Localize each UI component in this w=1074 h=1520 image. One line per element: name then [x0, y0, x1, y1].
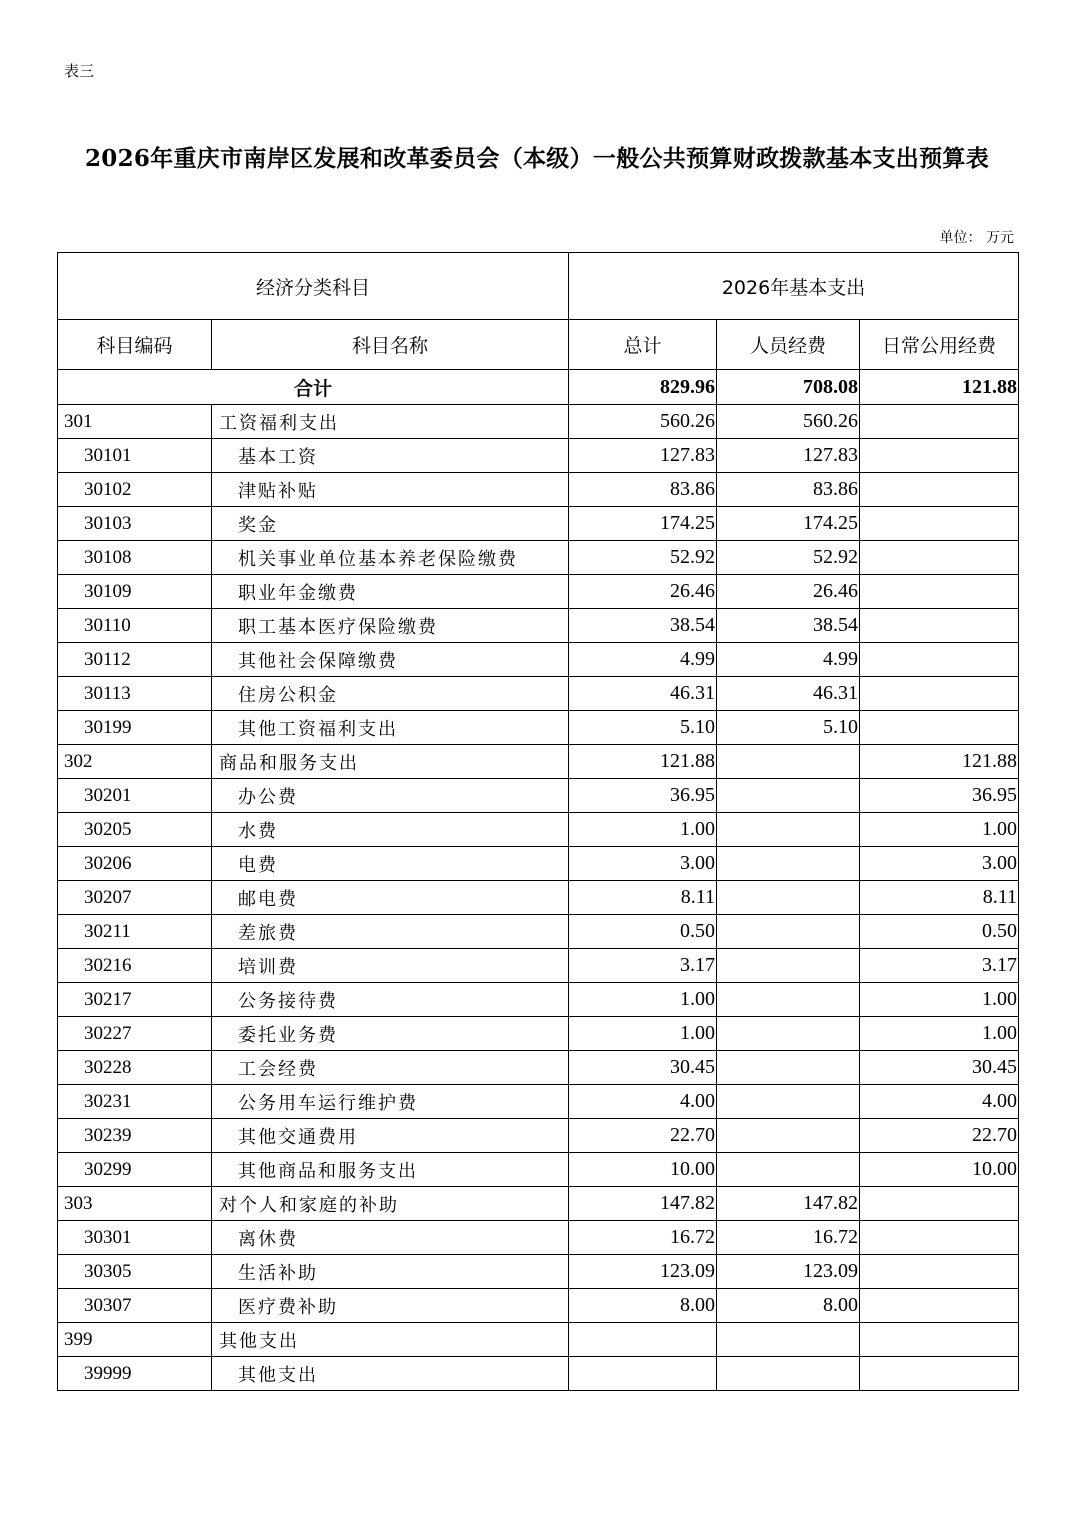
cell-public: [860, 1357, 1019, 1391]
table-row: [58, 473, 1019, 507]
cell-total: 22.70: [569, 1119, 717, 1153]
cell-public: 1.00: [860, 813, 1019, 847]
cell-name: 其他社会保障缴费: [212, 643, 569, 677]
table-row: [58, 745, 1019, 779]
cell-name: 工会经费: [212, 1051, 569, 1085]
table-row: [58, 1085, 1019, 1119]
cell-code: 30101: [58, 439, 212, 473]
cell-public: [860, 575, 1019, 609]
cell-code: 30211: [58, 915, 212, 949]
cell-code: 399: [58, 1323, 212, 1357]
cell-personnel: [717, 779, 860, 813]
cell-personnel: [717, 1017, 860, 1051]
cell-public: [860, 711, 1019, 745]
cell-personnel: [717, 847, 860, 881]
header-public: 日常公用经费: [860, 320, 1019, 370]
cell-code: 30110: [58, 609, 212, 643]
cell-code: 30227: [58, 1017, 212, 1051]
cell-personnel: 83.86: [717, 473, 860, 507]
table-row: [58, 507, 1019, 541]
cell-name: 住房公积金: [212, 677, 569, 711]
cell-total: 4.99: [569, 643, 717, 677]
table-row: [58, 949, 1019, 983]
cell-code: 30207: [58, 881, 212, 915]
cell-total: 1.00: [569, 1017, 717, 1051]
cell-personnel: 38.54: [717, 609, 860, 643]
cell-total: 10.00: [569, 1153, 717, 1187]
cell-personnel: 46.31: [717, 677, 860, 711]
cell-code: 30231: [58, 1085, 212, 1119]
table-row: [58, 1221, 1019, 1255]
table-row: [58, 1153, 1019, 1187]
cell-code: 30201: [58, 779, 212, 813]
cell-personnel: 8.00: [717, 1289, 860, 1323]
cell-public: [860, 643, 1019, 677]
cell-total: 3.00: [569, 847, 717, 881]
cell-public: [860, 507, 1019, 541]
table-row: [58, 847, 1019, 881]
header-name: 科目名称: [212, 320, 569, 370]
header-personnel: 人员经费: [717, 320, 860, 370]
total-personnel: 708.08: [717, 370, 860, 405]
page-title: 2026年重庆市南岸区发展和改革委员会（本级）一般公共预算财政拨款基本支出预算表: [84, 145, 989, 172]
cell-public: 36.95: [860, 779, 1019, 813]
cell-total: 8.11: [569, 881, 717, 915]
cell-total: 123.09: [569, 1255, 717, 1289]
table-row: [58, 1323, 1019, 1357]
cell-public: 3.00: [860, 847, 1019, 881]
cell-total: 46.31: [569, 677, 717, 711]
cell-name: 其他支出: [212, 1323, 569, 1357]
cell-total: 127.83: [569, 439, 717, 473]
table-row: [58, 813, 1019, 847]
cell-total: 8.00: [569, 1289, 717, 1323]
table-row: [58, 1017, 1019, 1051]
header-economic-category: 经济分类科目: [58, 253, 569, 320]
table-row: [58, 643, 1019, 677]
cell-total: 4.00: [569, 1085, 717, 1119]
table-row: [58, 779, 1019, 813]
cell-name: 其他工资福利支出: [212, 711, 569, 745]
table-row: [58, 1357, 1019, 1391]
cell-name: 培训费: [212, 949, 569, 983]
cell-total: 38.54: [569, 609, 717, 643]
table-row: [58, 711, 1019, 745]
cell-code: 30199: [58, 711, 212, 745]
cell-code: 30305: [58, 1255, 212, 1289]
cell-personnel: [717, 915, 860, 949]
cell-name: 其他支出: [212, 1357, 569, 1391]
cell-public: 10.00: [860, 1153, 1019, 1187]
table-row: [58, 1187, 1019, 1221]
cell-public: [860, 473, 1019, 507]
cell-public: [860, 1323, 1019, 1357]
cell-name: 奖金: [212, 507, 569, 541]
cell-code: 30108: [58, 541, 212, 575]
total-total: 829.96: [569, 370, 717, 405]
cell-total: 1.00: [569, 983, 717, 1017]
cell-code: 30103: [58, 507, 212, 541]
cell-code: 303: [58, 1187, 212, 1221]
cell-total: 147.82: [569, 1187, 717, 1221]
cell-public: [860, 405, 1019, 439]
total-label: 合计: [58, 370, 569, 405]
cell-name: 委托业务费: [212, 1017, 569, 1051]
cell-name: 办公费: [212, 779, 569, 813]
cell-code: 302: [58, 745, 212, 779]
cell-personnel: [717, 813, 860, 847]
cell-name: 公务接待费: [212, 983, 569, 1017]
cell-personnel: [717, 745, 860, 779]
cell-code: 30113: [58, 677, 212, 711]
cell-personnel: 560.26: [717, 405, 860, 439]
cell-total: 3.17: [569, 949, 717, 983]
cell-personnel: [717, 983, 860, 1017]
cell-public: [860, 677, 1019, 711]
cell-public: 22.70: [860, 1119, 1019, 1153]
table-row: [58, 609, 1019, 643]
cell-personnel: 4.99: [717, 643, 860, 677]
cell-name: 机关事业单位基本养老保险缴费: [212, 541, 569, 575]
table-row: [58, 983, 1019, 1017]
cell-public: 3.17: [860, 949, 1019, 983]
cell-personnel: [717, 1085, 860, 1119]
cell-total: 83.86: [569, 473, 717, 507]
cell-total: 1.00: [569, 813, 717, 847]
table-row: [58, 1289, 1019, 1323]
cell-public: [860, 609, 1019, 643]
cell-name: 基本工资: [212, 439, 569, 473]
cell-personnel: 123.09: [717, 1255, 860, 1289]
cell-code: 30301: [58, 1221, 212, 1255]
cell-name: 离休费: [212, 1221, 569, 1255]
cell-personnel: 147.82: [717, 1187, 860, 1221]
cell-name: 职业年金缴费: [212, 575, 569, 609]
header-total: 总计: [569, 320, 717, 370]
cell-total: 174.25: [569, 507, 717, 541]
cell-total: 36.95: [569, 779, 717, 813]
cell-code: 30112: [58, 643, 212, 677]
cell-code: 39999: [58, 1357, 212, 1391]
table-row: [58, 541, 1019, 575]
cell-personnel: [717, 881, 860, 915]
cell-personnel: 5.10: [717, 711, 860, 745]
cell-total: 121.88: [569, 745, 717, 779]
cell-total: 52.92: [569, 541, 717, 575]
cell-public: [860, 541, 1019, 575]
cell-public: [860, 439, 1019, 473]
cell-total: 30.45: [569, 1051, 717, 1085]
cell-personnel: [717, 1153, 860, 1187]
cell-name: 其他交通费用: [212, 1119, 569, 1153]
cell-code: 30307: [58, 1289, 212, 1323]
cell-code: 30206: [58, 847, 212, 881]
table-row: [58, 405, 1019, 439]
document-label: 表三: [64, 62, 95, 80]
cell-name: 商品和服务支出: [212, 745, 569, 779]
cell-personnel: [717, 949, 860, 983]
cell-public: 0.50: [860, 915, 1019, 949]
cell-personnel: 26.46: [717, 575, 860, 609]
header-row-columns: [58, 320, 1019, 370]
header-row-group: [58, 253, 1019, 320]
cell-public: 1.00: [860, 1017, 1019, 1051]
cell-public: 1.00: [860, 983, 1019, 1017]
cell-public: [860, 1255, 1019, 1289]
cell-public: 30.45: [860, 1051, 1019, 1085]
cell-code: 30299: [58, 1153, 212, 1187]
cell-code: 301: [58, 405, 212, 439]
cell-name: 邮电费: [212, 881, 569, 915]
cell-personnel: 127.83: [717, 439, 860, 473]
cell-name: 对个人和家庭的补助: [212, 1187, 569, 1221]
table-row: [58, 1255, 1019, 1289]
cell-public: [860, 1221, 1019, 1255]
cell-code: 30239: [58, 1119, 212, 1153]
cell-personnel: 174.25: [717, 507, 860, 541]
cell-name: 水费: [212, 813, 569, 847]
budget-table: [57, 252, 1019, 1391]
cell-total: 16.72: [569, 1221, 717, 1255]
cell-total: [569, 1357, 717, 1391]
total-row: [58, 370, 1019, 405]
table-row: [58, 881, 1019, 915]
cell-public: 4.00: [860, 1085, 1019, 1119]
cell-public: 121.88: [860, 745, 1019, 779]
cell-total: 560.26: [569, 405, 717, 439]
table-row: [58, 1051, 1019, 1085]
cell-name: 津贴补贴: [212, 473, 569, 507]
cell-total: 5.10: [569, 711, 717, 745]
cell-code: 30228: [58, 1051, 212, 1085]
table-row: [58, 677, 1019, 711]
cell-total: 26.46: [569, 575, 717, 609]
cell-personnel: [717, 1323, 860, 1357]
cell-code: 30205: [58, 813, 212, 847]
cell-total: [569, 1323, 717, 1357]
cell-code: 30217: [58, 983, 212, 1017]
cell-name: 差旅费: [212, 915, 569, 949]
header-code: 科目编码: [58, 320, 212, 370]
cell-public: [860, 1289, 1019, 1323]
cell-personnel: 16.72: [717, 1221, 860, 1255]
cell-name: 电费: [212, 847, 569, 881]
table-row: [58, 1119, 1019, 1153]
table-row: [58, 439, 1019, 473]
table-row: [58, 915, 1019, 949]
cell-name: 公务用车运行维护费: [212, 1085, 569, 1119]
cell-personnel: 52.92: [717, 541, 860, 575]
cell-name: 医疗费补助: [212, 1289, 569, 1323]
cell-name: 生活补助: [212, 1255, 569, 1289]
cell-code: 30102: [58, 473, 212, 507]
cell-total: 0.50: [569, 915, 717, 949]
cell-name: 职工基本医疗保险缴费: [212, 609, 569, 643]
cell-personnel: [717, 1119, 860, 1153]
unit-label: 单位： 万元: [939, 230, 1014, 246]
total-public: 121.88: [860, 370, 1019, 405]
cell-public: [860, 1187, 1019, 1221]
cell-personnel: [717, 1051, 860, 1085]
cell-code: 30109: [58, 575, 212, 609]
cell-name: 其他商品和服务支出: [212, 1153, 569, 1187]
cell-personnel: [717, 1357, 860, 1391]
header-basic-expenditure: 2026年基本支出: [569, 253, 1019, 320]
cell-code: 30216: [58, 949, 212, 983]
cell-public: 8.11: [860, 881, 1019, 915]
table-row: [58, 575, 1019, 609]
cell-name: 工资福利支出: [212, 405, 569, 439]
